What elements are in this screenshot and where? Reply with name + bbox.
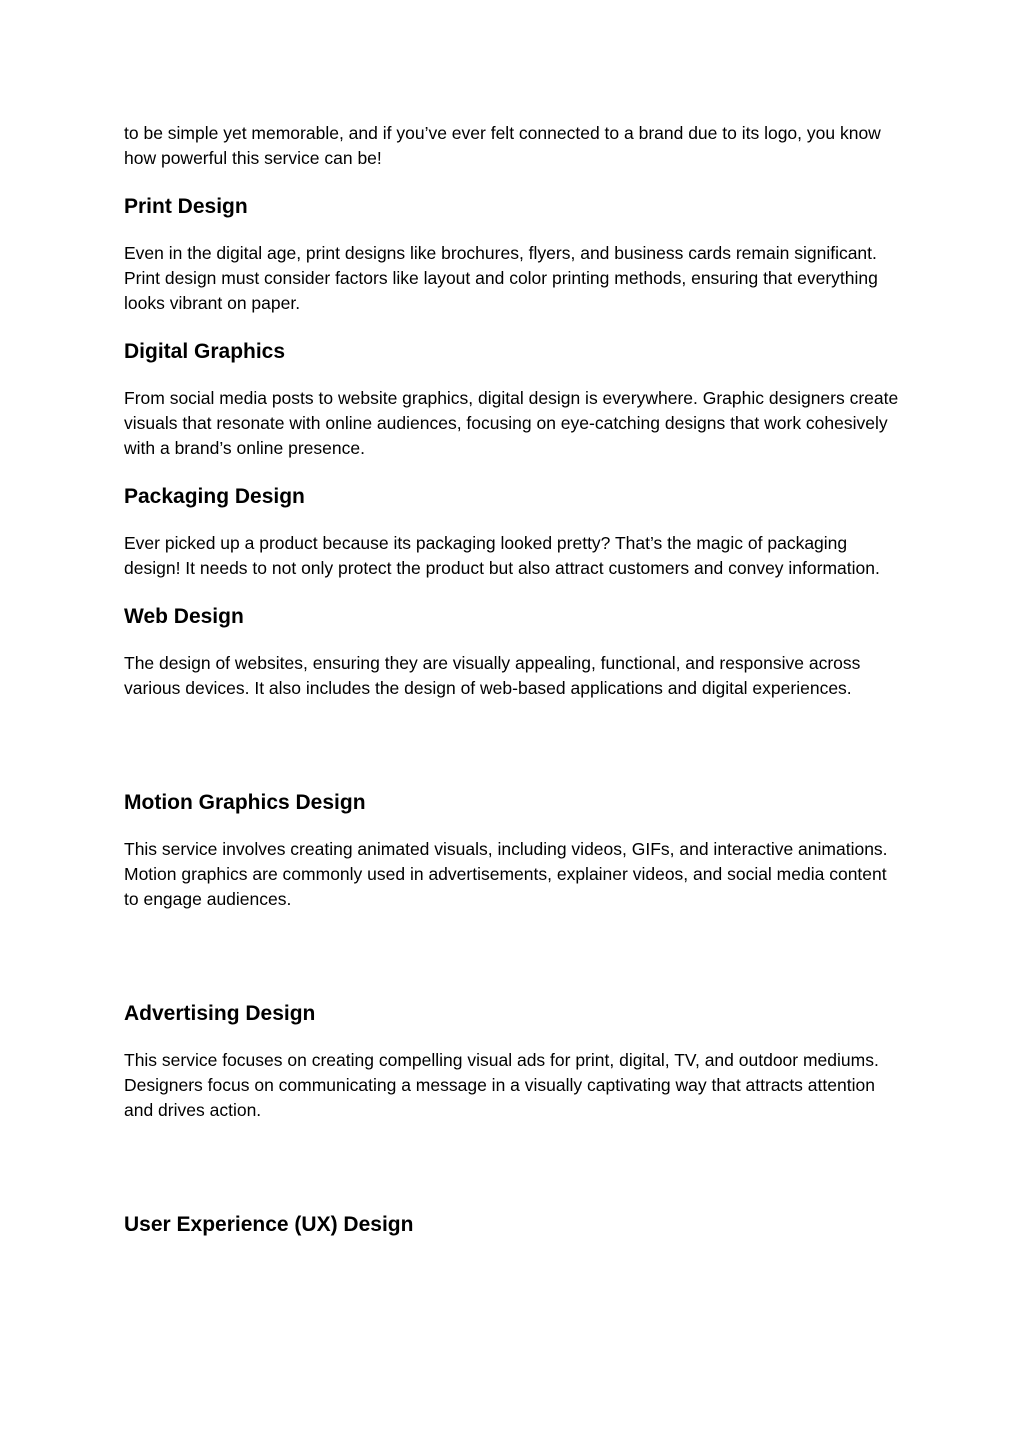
section-heading-advertising-design: Advertising Design [124,1002,316,1025]
section-body-advertising-design: This service focuses on creating compelling visual ads for print, digital, TV, and outdoor mediums. Designers focus on communicating a message in a visually captivating way that attracts attention and drives action. [124,1050,879,1120]
section-heading-motion-graphics-design: Motion Graphics Design [124,791,366,814]
section-body-packaging-design: Ever picked up a product because its packaging looked pretty? That’s the magic of packaging design! It needs to not only protect the product but also attract customers and convey information. [124,533,880,578]
section-heading-print-design: Print Design [124,195,248,218]
section-heading-digital-graphics: Digital Graphics [124,340,286,363]
section-heading-web-design: Web Design [124,605,244,628]
section-body-print-design: Even in the digital age, print designs like brochures, flyers, and business cards remain significant. Print design must consider factors like layout and color printing methods, ensuring that everything looks vibrant on paper. [124,243,878,313]
section-body-digital-graphics: From social media posts to website graphics, digital design is everywhere. Graphic designers create visuals that resonate with online audiences, focusing on eye-catching designs that work cohesively with a brand’s online presence. [124,388,899,458]
intro-paragraph: to be simple yet memorable, and if you’ve ever felt connected to a brand due to its logo, you know how powerful this service can be! [124,123,881,168]
section-heading-packaging-design: Packaging Design [124,485,305,508]
document-page [124,121,904,1240]
section-heading-ux-design: User Experience (UX) Design [124,1213,414,1236]
section-body-motion-graphics-design: This service involves creating animated visuals, including videos, GIFs, and interactive animations. Motion graphics are commonly used in advertisements, explainer videos, and social media content to engage audiences. [124,839,888,909]
section-body-web-design: The design of websites, ensuring they are visually appealing, functional, and responsive across various devices. It also includes the design of web-based applications and digital experiences. [124,653,861,698]
